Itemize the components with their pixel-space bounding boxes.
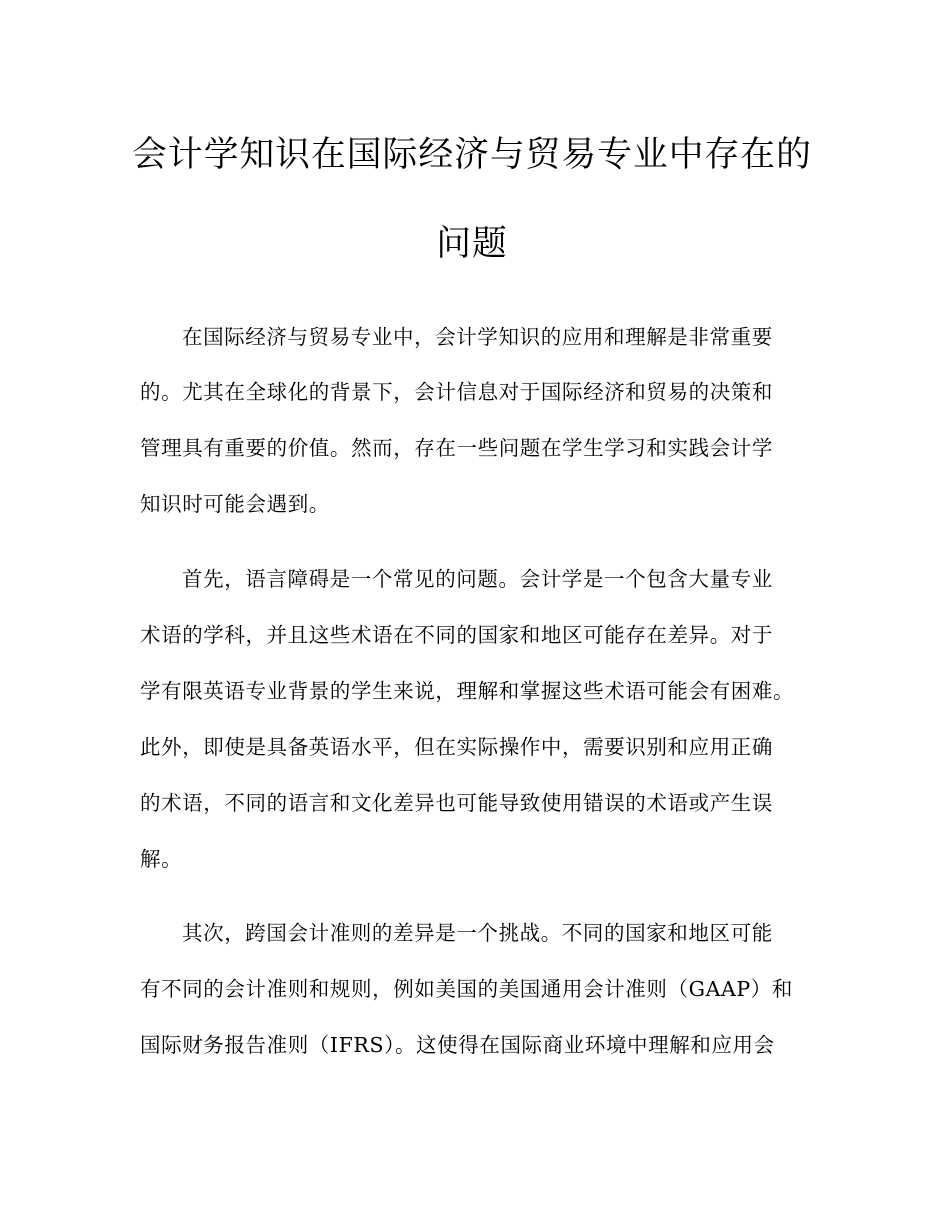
paragraph-line: 管理具有重要的价值。然而，存在一些问题在学生学习和实践会计学 xyxy=(140,436,773,460)
paragraph-line: 术语的学科，并且这些术语在不同的国家和地区可能存在差异。对于 xyxy=(140,623,773,647)
document-title-line-2: 问题 xyxy=(436,224,508,264)
paragraph-line: 解。 xyxy=(140,847,183,871)
paragraph-line: 其次，跨国会计准则的差异是一个挑战。不同的国家和地区可能 xyxy=(182,921,773,945)
paragraph-line: 的。尤其在全球化的背景下，会计信息对于国际经济和贸易的决策和 xyxy=(140,380,773,404)
document-title-line-1: 会计学知识在国际经济与贸易专业中存在的 xyxy=(132,135,812,175)
paragraph-line: 的术语，不同的语言和文化差异也可能导致使用错误的术语或产生误 xyxy=(140,791,773,815)
paragraph-line: 知识时可能会遇到。 xyxy=(140,492,330,516)
paragraph-line: 在国际经济与贸易专业中，会计学知识的应用和理解是非常重要 xyxy=(182,325,773,349)
paragraph-line: 学有限英语专业背景的学生来说，理解和掌握这些术语可能会有困难。 xyxy=(140,679,795,703)
paragraph-line: 此外，即使是具备英语水平，但在实际操作中，需要识别和应用正确 xyxy=(140,735,773,759)
paragraph-line: 首先，语言障碍是一个常见的问题。会计学是一个包含大量专业 xyxy=(182,567,773,591)
paragraph-line: 国际财务报告准则（IFRS）。这使得在国际商业环境中理解和应用会 xyxy=(140,1033,775,1057)
paragraph-line: 有不同的会计准则和规则，例如美国的美国通用会计准则（GAAP）和 xyxy=(140,977,793,1001)
